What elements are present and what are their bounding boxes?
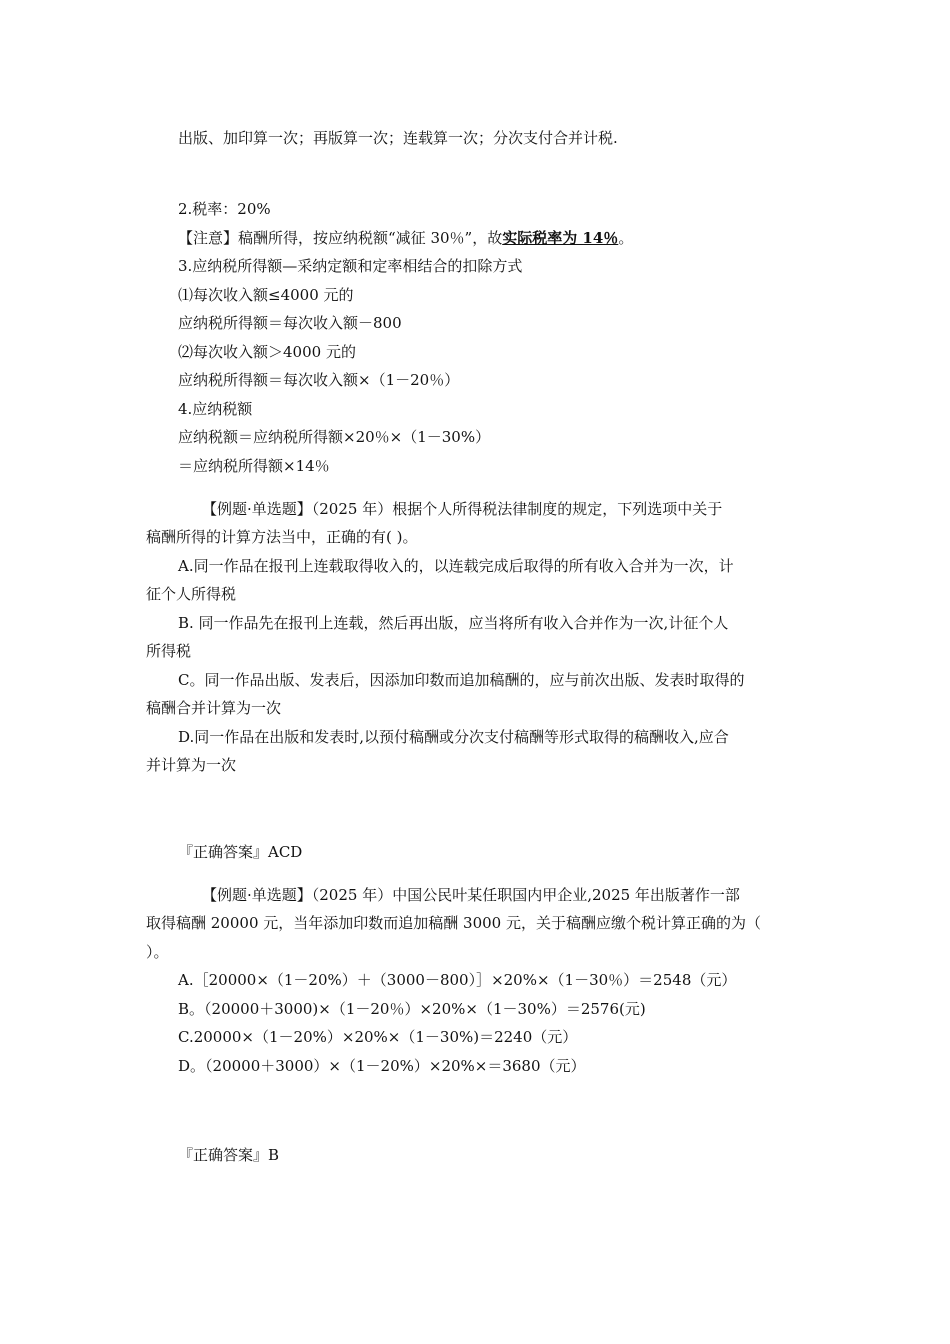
case1-formula: 应纳税所得额＝每次收入额－800 — [178, 314, 402, 332]
example2-answer: 『正确答案』B — [178, 1146, 280, 1164]
example2-option-d: D。（20000＋3000）×（1－20%）×20%×＝3680（元） — [178, 1057, 586, 1075]
note-suffix: 。 — [618, 229, 634, 247]
example1-stem-line1: 【例题·单选题】（2025 年）根据个人所得税法律制度的规定，下列选项中关于 — [202, 500, 723, 518]
example1-option-c-line2: 稿酬合并计算为一次 — [146, 699, 282, 717]
example1-option-a-line1: A.同一作品在报刊上连载取得收入的，以连载完成后取得的所有收入合并为一次，计 — [178, 557, 734, 575]
note-emphasis: 实际税率为 14％ — [502, 229, 619, 247]
base-heading: 3.应纳税所得额—采纳定额和定率相结合的扣除方式 — [178, 257, 523, 275]
example2-stem-line3: ）。 — [146, 943, 169, 961]
example1-option-d-line1: D.同一作品在出版和发表时,以预付稿酬或分次支付稿酬等形式取得的稿酬收入,应合 — [178, 728, 729, 746]
tax-heading: 4.应纳税额 — [178, 400, 253, 418]
example2-stem-line2: 取得稿酬 20000 元，当年添加印数而追加稿酬 3000 元，关于稿酬应缴个税计算正确的为（ — [146, 914, 761, 932]
example2-option-b: B。（20000＋3000)×（1－20％）×20%×（1－30%）＝2576(元) — [178, 1000, 646, 1018]
example1-option-a-line2: 征个人所得税 — [146, 585, 237, 603]
tax-formula-2: ＝应纳税所得额×14％ — [178, 457, 330, 475]
example1-stem-line2: 稿酬所得的计算方法当中，正确的有( )。 — [146, 528, 418, 546]
example1-option-b-line1: B. 同一作品先在报刊上连载，然后再出版，应当将所有收入合并作为一次,计征个人 — [178, 614, 729, 632]
example1-option-b-line2: 所得税 — [146, 642, 192, 660]
text-line: 出版、加印算一次；再版算一次；连载算一次；分次支付合并计税. — [178, 129, 618, 147]
example1-answer: 『正确答案』ACD — [178, 843, 303, 861]
example2-option-c: C.20000×（1－20%）×20%×（1－30%)＝2240（元） — [178, 1028, 578, 1046]
rate-heading: 2.税率：20% — [178, 200, 271, 218]
case2-condition: ⑵每次收入额＞4000 元的 — [178, 343, 356, 361]
example1-option-d-line2: 并计算为一次 — [146, 756, 237, 774]
note-line — [178, 228, 633, 248]
case2-formula: 应纳税所得额＝每次收入额×（1－20％） — [178, 371, 460, 389]
example2-option-a: A.［20000×（1－20%）＋（3000－800）］×20%×（1－30％）＝2548（元） — [178, 971, 737, 989]
note-prefix: 【注意】稿酬所得，按应纳税额“减征 30％”，故 — [178, 229, 503, 247]
tax-formula-1: 应纳税额＝应纳税所得额×20％×（1－30%） — [178, 428, 491, 446]
case1-condition: ⑴每次收入额≤4000 元的 — [178, 286, 354, 304]
example2-stem-line1: 【例题·单选题】（2025 年）中国公民叶某任职国内甲企业,2025 年出版著作一部 — [202, 886, 740, 904]
example1-option-c-line1: C。同一作品出版、发表后，因添加印数而追加稿酬的，应与前次出版、发表时取得的 — [178, 671, 745, 689]
